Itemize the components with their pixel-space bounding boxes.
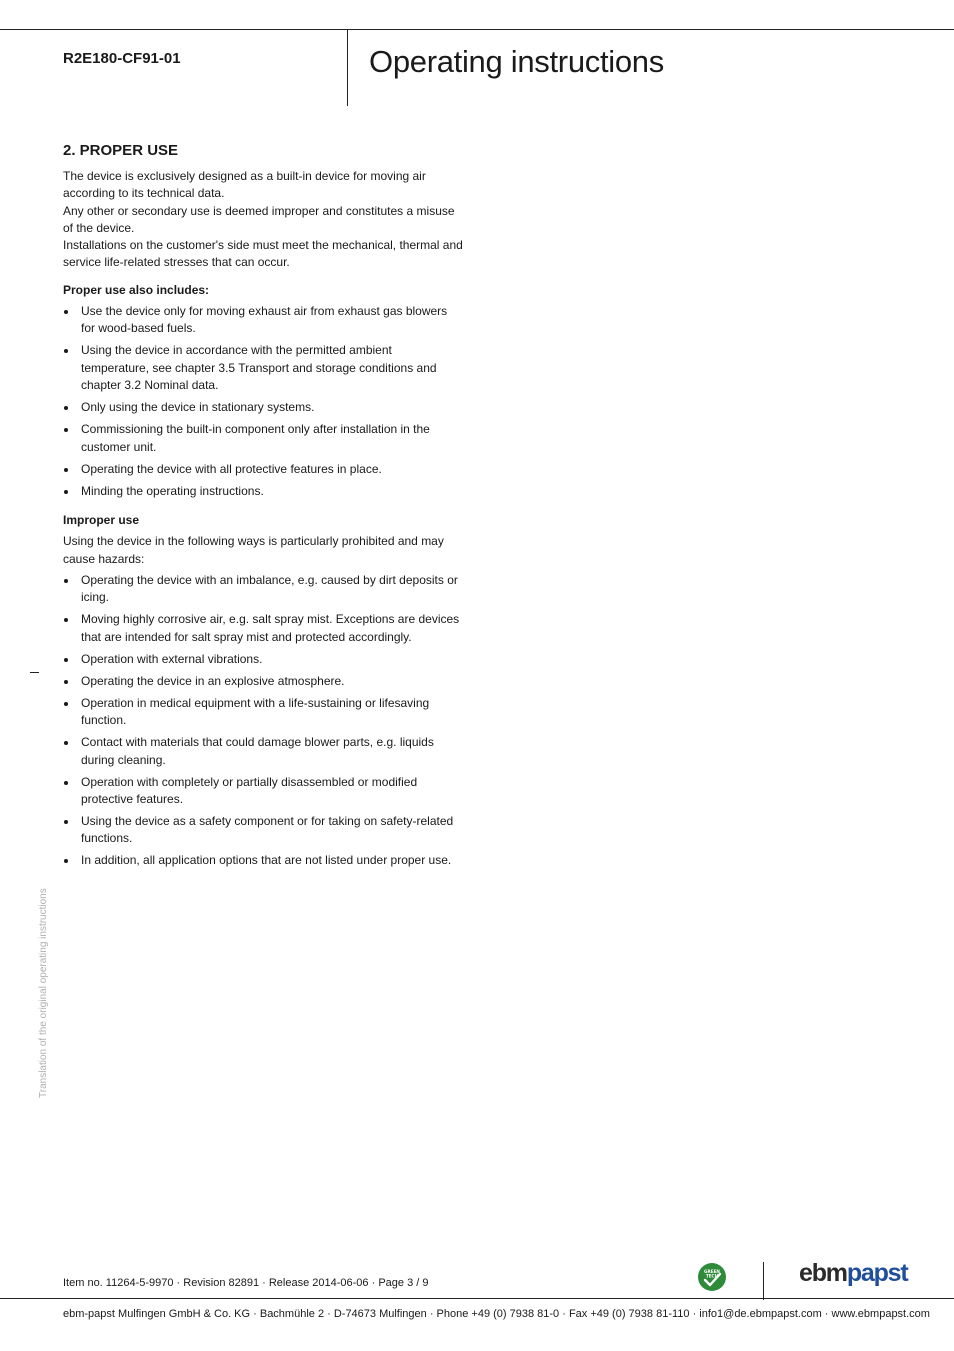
list-item-text: Operation in medical equipment with a life-sustaining or lifesaving function.	[81, 695, 430, 728]
badge-text-line1: GREEN	[704, 1269, 720, 1274]
improper-use-heading: Improper use	[63, 513, 140, 528]
list-item-text: Using the device as a safety component or for taking on safety-related functions.	[81, 814, 454, 846]
section-content	[63, 142, 463, 875]
list-item-text: In addition, all application options that are not listed under proper use.	[81, 853, 452, 868]
list-item-text: Moving highly corrosive air, e.g. salt spray mist. Exceptions are devices that are intended for salt spray mist and protected accordingly.	[81, 612, 460, 644]
list-item	[63, 399, 463, 416]
green-tech-badge-icon	[697, 1262, 727, 1292]
model-number: R2E180-CF91-01	[63, 50, 181, 67]
intro-paragraph: Installations on the customer's side must meet the mechanical, thermal and service life-related stresses that can occur.	[63, 238, 463, 270]
bullet-icon	[64, 702, 68, 706]
list-item	[63, 483, 463, 500]
section-heading: 2. PROPER USE	[63, 142, 179, 159]
bullet-icon	[64, 741, 68, 745]
list-item-text: Operation with external vibrations.	[81, 651, 263, 666]
bullet-icon	[64, 428, 68, 432]
list-item	[63, 774, 463, 809]
list-item	[63, 342, 463, 394]
bullet-icon	[64, 310, 68, 314]
badge-text-line2: TECH	[705, 1273, 719, 1279]
bullet-icon	[64, 618, 68, 622]
list-item-text: Operation with completely or partially disassembled or modified protective features.	[81, 774, 418, 806]
improper-use-intro: Using the device in the following ways is particularly prohibited and may cause hazards:	[63, 534, 444, 566]
header-divider	[347, 30, 348, 106]
list-item	[63, 461, 463, 478]
list-item	[63, 852, 463, 869]
bullet-icon	[64, 859, 68, 863]
translation-side-note: Translation of the original operating instructions	[38, 888, 49, 1098]
bullet-icon	[64, 680, 68, 684]
list-item	[63, 813, 463, 848]
bullet-icon	[64, 468, 68, 472]
list-item-text: Operating the device in an explosive atmosphere.	[81, 673, 345, 688]
intro-paragraph: The device is exclusively designed as a built-in device for moving air according to its technical data.	[63, 169, 426, 201]
header-top-rule	[0, 29, 954, 30]
bullet-icon	[64, 781, 68, 785]
list-item-text: Commissioning the built-in component only after installation in the customer unit.	[81, 422, 430, 454]
list-item	[63, 572, 463, 607]
list-item	[63, 421, 463, 456]
list-item	[63, 734, 463, 769]
list-item	[63, 673, 463, 690]
list-item-text: Operating the device with all protective features in place.	[81, 461, 382, 476]
improper-use-list	[63, 572, 463, 870]
list-item	[63, 303, 463, 338]
bullet-icon	[64, 658, 68, 662]
bullet-icon	[64, 579, 68, 583]
list-item-text: Only using the device in stationary systems.	[81, 400, 315, 415]
bullet-icon	[64, 820, 68, 824]
list-item	[63, 611, 463, 646]
bullet-icon	[64, 406, 68, 410]
list-item	[63, 651, 463, 668]
list-item-text: Operating the device with an imbalance, e.g. caused by dirt deposits or icing.	[81, 572, 458, 605]
margin-mark	[30, 672, 39, 673]
ebmpapst-logo	[799, 1258, 908, 1288]
bullet-icon	[64, 349, 68, 353]
company-info-line: ebm-papst Mulfingen GmbH & Co. KG · Bachmühle 2 · D-74673 Mulfingen · Phone +49 (0) 7938 81-0 · Fax +49 (0) 7938 81-110 · info1@de.ebmpapst.com · www.ebmpapst.com	[63, 1308, 930, 1320]
logo-part-ebm: ebm	[799, 1259, 847, 1287]
intro-paragraph: Any other or secondary use is deemed improper and constitutes a misuse of the device.	[63, 203, 455, 235]
bullet-icon	[64, 490, 68, 494]
footer-rule	[0, 1298, 954, 1299]
item-info-line: Item no. 11264-5-9970 · Revision 82891 · Release 2014-06-06 · Page 3 / 9	[63, 1277, 429, 1289]
list-item-text: Using the device in accordance with the permitted ambient temperature, see chapter 3.5 Transport and storage conditions and chapter 3.2 Nominal data.	[81, 343, 437, 393]
list-item-text: Contact with materials that could damage blower parts, e.g. liquids during cleaning.	[81, 735, 434, 767]
proper-use-list	[63, 303, 463, 500]
logo-part-papst: papst	[846, 1259, 908, 1287]
list-item-text: Use the device only for moving exhaust air from exhaust gas blowers for wood-based fuels.	[81, 304, 448, 336]
list-item	[63, 695, 463, 730]
footer-divider	[763, 1262, 764, 1300]
document-title: Operating instructions	[369, 44, 664, 79]
list-item-text: Minding the operating instructions.	[81, 483, 264, 498]
proper-use-heading: Proper use also includes:	[63, 282, 210, 297]
